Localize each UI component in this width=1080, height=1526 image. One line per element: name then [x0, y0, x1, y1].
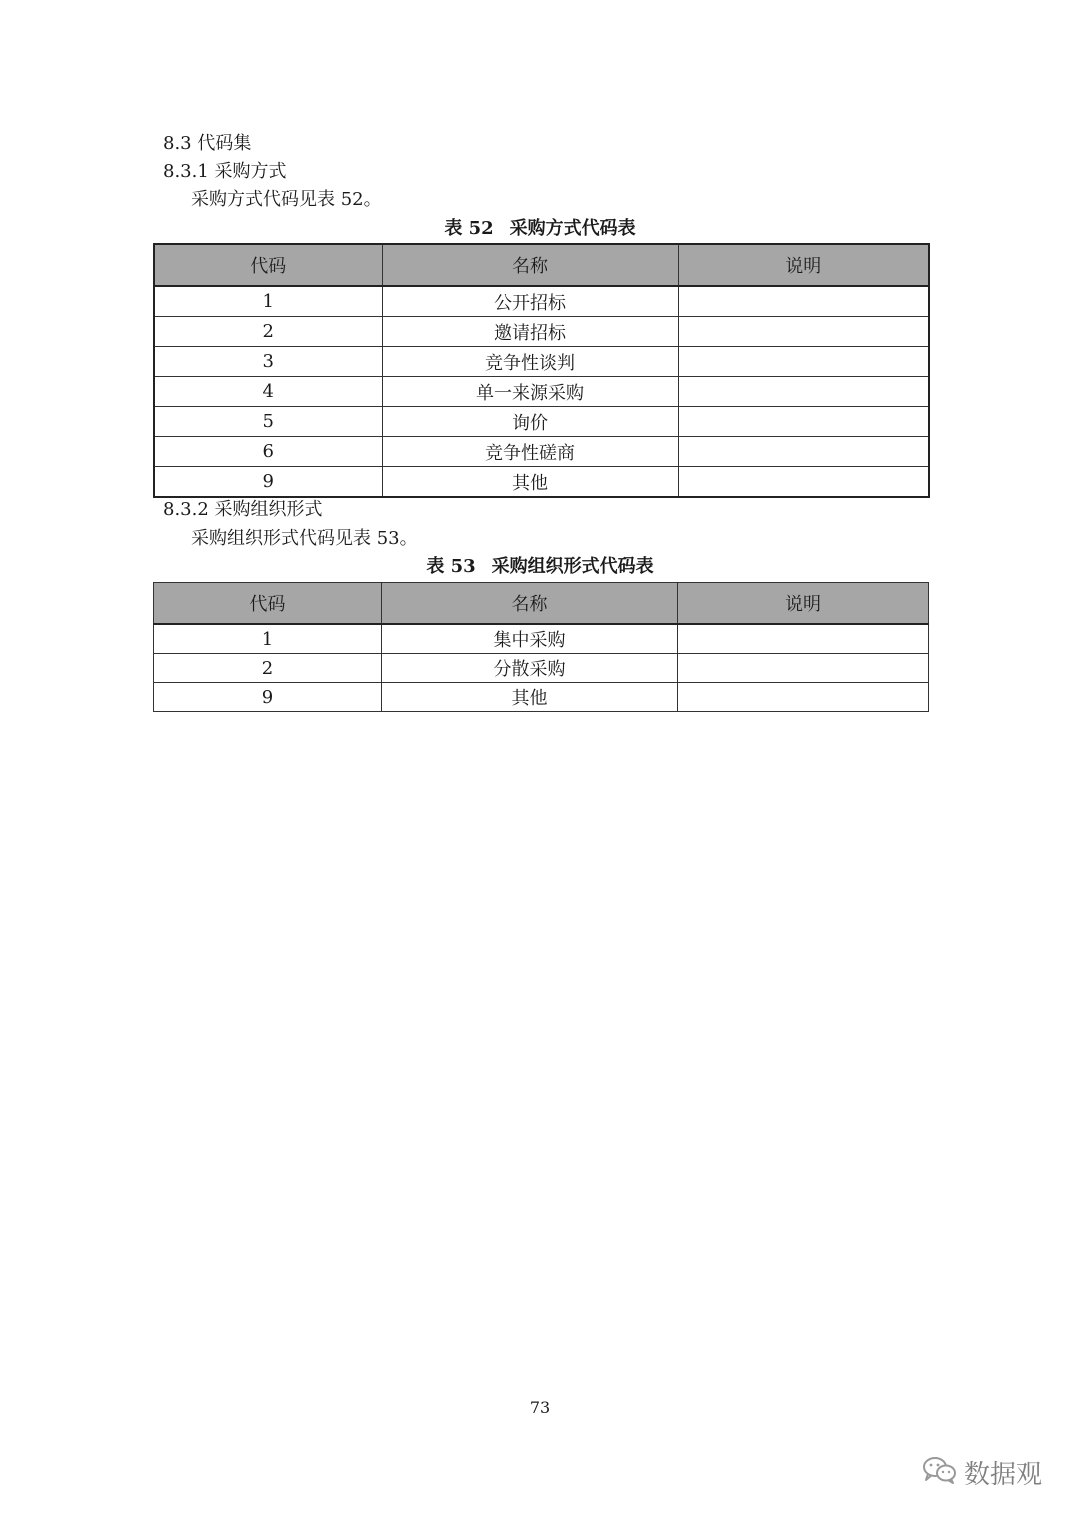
table-row [154, 624, 929, 654]
table-caption-53 [0, 555, 1080, 579]
cell-name: 单一来源采购 [382, 377, 678, 407]
cell-name: 其他 [382, 683, 678, 712]
cell-code: 1 [154, 624, 382, 654]
section-heading: 8.3 代码集 [163, 133, 252, 154]
header-code: 代码 [154, 583, 382, 625]
cell-description [678, 286, 929, 317]
wechat-icon [922, 1455, 958, 1489]
watermark-text: 数据观 [964, 1459, 1043, 1490]
cell-description [678, 654, 929, 683]
cell-code: 2 [154, 654, 382, 683]
header-description: 说明 [678, 583, 929, 625]
table-number: 表 53 [426, 556, 476, 577]
cell-description [678, 683, 929, 712]
cell-name: 其他 [382, 467, 678, 498]
cell-description [678, 347, 929, 377]
cell-description [678, 377, 929, 407]
header-code: 代码 [154, 244, 382, 286]
cell-description [678, 437, 929, 467]
cell-code: 6 [154, 437, 382, 467]
cell-name: 集中采购 [382, 624, 678, 654]
table-number: 表 52 [444, 218, 494, 239]
watermark [922, 1452, 1042, 1492]
cell-code: 1 [154, 286, 382, 317]
cell-name: 竞争性磋商 [382, 437, 678, 467]
page-number: 73 [529, 1398, 551, 1417]
procurement-method-code-table [153, 243, 930, 498]
table-title: 采购组织形式代码表 [491, 556, 654, 577]
cell-description [678, 407, 929, 437]
cell-name: 询价 [382, 407, 678, 437]
subsection-heading-procurement-method: 8.3.1 采购方式 [163, 161, 287, 182]
cell-code: 3 [154, 347, 382, 377]
cell-code: 2 [154, 317, 382, 347]
table-row [154, 437, 929, 467]
table-caption-52 [0, 217, 1080, 241]
table-header-row [154, 244, 929, 286]
table-row [154, 654, 929, 683]
cell-code: 4 [154, 377, 382, 407]
procurement-organization-code-table [153, 582, 929, 712]
header-description: 说明 [678, 244, 929, 286]
table-title: 采购方式代码表 [509, 218, 636, 239]
cell-description [678, 624, 929, 654]
cell-name: 公开招标 [382, 286, 678, 317]
cell-name: 分散采购 [382, 654, 678, 683]
header-name: 名称 [382, 583, 678, 625]
table-row [154, 683, 929, 712]
intro-paragraph-table-52: 采购方式代码见表 52。 [191, 189, 382, 210]
header-name: 名称 [382, 244, 678, 286]
cell-name: 竞争性谈判 [382, 347, 678, 377]
cell-code: 9 [154, 683, 382, 712]
table-row [154, 377, 929, 407]
table-row [154, 407, 929, 437]
table-row [154, 347, 929, 377]
intro-paragraph-table-53: 采购组织形式代码见表 53。 [191, 528, 418, 549]
cell-code: 5 [154, 407, 382, 437]
table-row [154, 286, 929, 317]
subsection-heading-procurement-organization: 8.3.2 采购组织形式 [163, 499, 323, 520]
cell-description [678, 317, 929, 347]
table-row [154, 467, 929, 498]
cell-name: 邀请招标 [382, 317, 678, 347]
table-row [154, 317, 929, 347]
table-header-row [154, 583, 929, 625]
cell-code: 9 [154, 467, 382, 498]
cell-description [678, 467, 929, 498]
